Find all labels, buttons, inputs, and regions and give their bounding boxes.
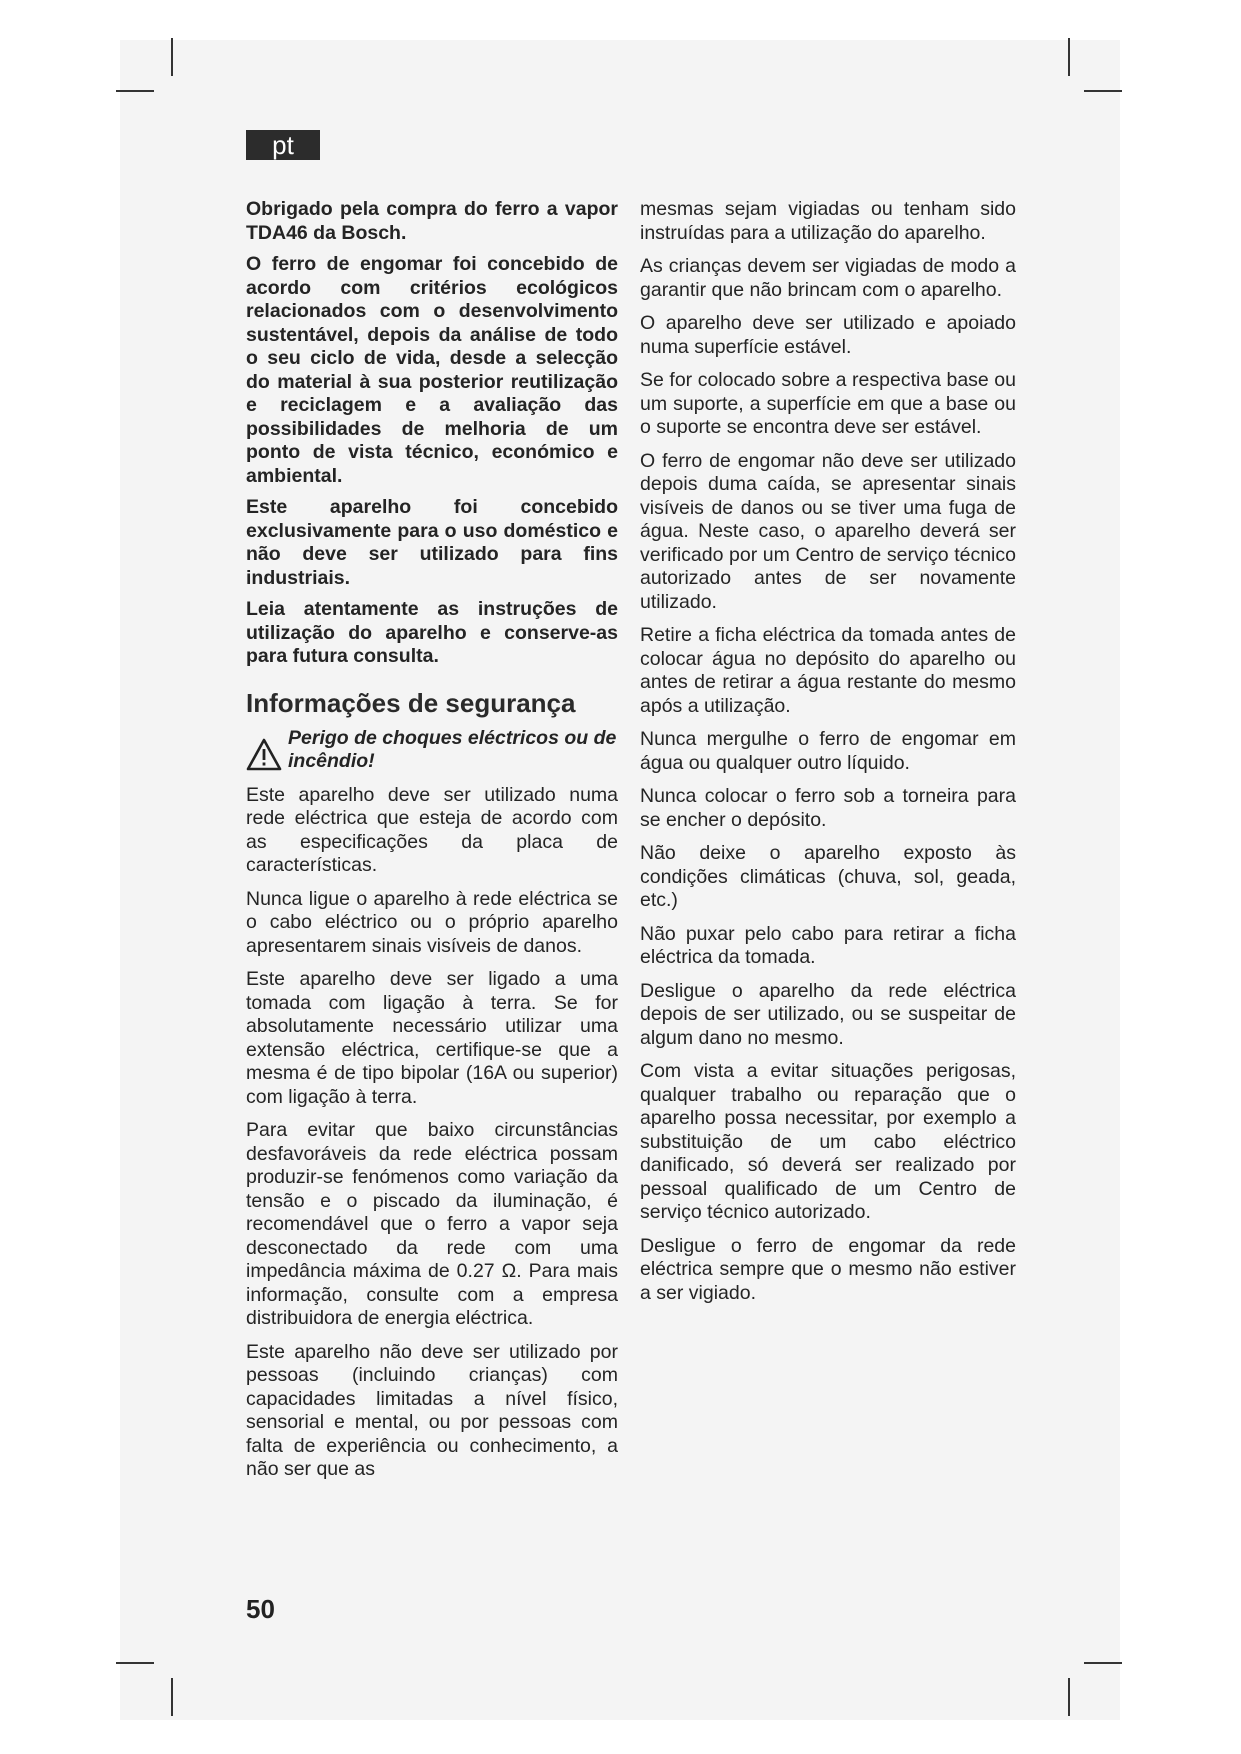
intro-ecology: O ferro de engomar foi concebido de acordo com critérios ecológicos relacionados com o desenvolvimento sustentável, depois da análise de todo o seu ciclo de vida, desde a selecção do material à sua posterior reutilização e reciclagem e a avaliação das possibilidades de melhoria de um ponto de vista técnico, económico e ambiental. [246, 253, 618, 487]
intro-thanks: Obrigado pela compra do ferro a vapor TDA46 da Bosch. [246, 198, 618, 244]
page-number: 50 [246, 1594, 275, 1624]
paragraph-no-tap-fill: Nunca colocar o ferro sob a torneira para se encher o depósito. [640, 785, 1016, 831]
paragraph-limited-capacity: Este aparelho não deve ser utilizado por pessoas (incluindo crianças) com capacidades limitadas a nível físico, sensorial e mental, ou por pessoas com falta de experiência ou conhecimento, a não ser que as [246, 1340, 618, 1480]
crop-mark-bottom-left-vertical [171, 1678, 173, 1716]
paragraph-no-immersion: Nunca mergulhe o ferro de engomar em água ou qualquer outro líquido. [640, 728, 1016, 774]
crop-mark-bottom-right-vertical [1068, 1678, 1070, 1716]
paragraph-unplug-after-use: Desligue o aparelho da rede eléctrica depois de ser utilizado, ou se suspeitar de algum dano no mesmo. [640, 979, 1016, 1049]
crop-mark-bottom-right-horizontal [1084, 1662, 1122, 1664]
paragraph-supervision: mesmas sejam vigiadas ou tenham sido instruídas para a utilização do aparelho. [640, 198, 1016, 244]
paragraph-impedance: Para evitar que baixo circunstâncias desfavoráveis da rede eléctrica possam produzir-se fenómenos como variação da tensão e o piscado da iluminação, é recomendável que o ferro a vapor seja desconectado da rede com uma impedância máxima de 0.27 Ω. Para mais informação, consulte com a empresa distribuidora de energia eléctrica. [246, 1119, 618, 1329]
paragraph-repairs: Com vista a evitar situações perigosas, qualquer trabalho ou reparação que o aparelho possa necessitar, por exemplo a substituição de um cabo eléctrico danificado, só deverá ser realizado por pessoal qualificado de um Centro de serviço técnico autorizado. [640, 1060, 1016, 1223]
paragraph-children: As crianças devem ser vigiadas de modo a garantir que não brincam com o aparelho. [640, 255, 1016, 301]
right-column [640, 198, 1016, 1315]
left-column [246, 198, 618, 1492]
paragraph-after-fall: O ferro de engomar não deve ser utilizado depois duma caída, se apresentar sinais visíveis de danos ou se tiver uma fuga de água. Neste caso, o aparelho deverá ser verificado por um Centro de serviço técnico autorizado antes de ser novamente utilizado. [640, 449, 1016, 613]
paragraph-unplug-water: Retire a ficha eléctrica da tomada antes de colocar água no depósito do aparelho ou antes de retirar a água restante do mesmo após a utilização. [640, 624, 1016, 717]
paragraph-earthing: Este aparelho deve ser ligado a uma tomada com ligação à terra. Se for absolutamente necessário utilizar uma extensão eléctrica, certifique-se que a mesma é de tipo bipolar (16A ou superior) com ligação à terra. [246, 968, 618, 1108]
paragraph-weather: Não deixe o aparelho exposto às condições climáticas (chuva, sol, geada, etc.) [640, 842, 1016, 911]
warning-notice [246, 727, 618, 774]
paragraph-base-support: Se for colocado sobre a respectiva base ou um suporte, a superfície em que a base ou o suporte se encontra deve ser estável. [640, 369, 1016, 438]
crop-mark-top-left-horizontal [116, 90, 154, 92]
paragraph-stable-surface: O aparelho deve ser utilizado e apoiado numa superfície estável. [640, 312, 1016, 358]
crop-mark-bottom-left-horizontal [116, 1662, 154, 1664]
crop-mark-top-right-horizontal [1084, 90, 1122, 92]
paragraph-damaged-cable: Nunca ligue o aparelho à rede eléctrica se o cabo eléctrico ou o próprio aparelho apresentarem sinais visíveis de danos. [246, 887, 618, 957]
paragraph-do-not-pull-cable: Não puxar pelo cabo para retirar a ficha eléctrica da tomada. [640, 922, 1016, 968]
warning-triangle-icon [246, 737, 282, 773]
paragraph-unplug-unattended: Desligue o ferro de engomar da rede eléctrica sempre que o mesmo não estiver a ser vigiado. [640, 1234, 1016, 1304]
section-title: Informações de segurança [246, 687, 576, 718]
paragraph-electrical-spec: Este aparelho deve ser utilizado numa rede eléctrica que esteja de acordo com as especificações da placa de características. [246, 783, 618, 876]
intro-domestic-use: Este aparelho foi concebido exclusivamente para o uso doméstico e não deve ser utilizado para fins industriais. [246, 496, 618, 589]
intro-read-instructions: Leia atentamente as instruções de utilização do aparelho e conserve-as para futura consulta. [246, 598, 618, 667]
language-tab: pt [246, 130, 320, 160]
crop-mark-top-left-vertical [171, 38, 173, 76]
crop-mark-top-right-vertical [1068, 38, 1070, 76]
warning-text: Perigo de choques eléctricos ou de incêndio! [288, 726, 617, 772]
